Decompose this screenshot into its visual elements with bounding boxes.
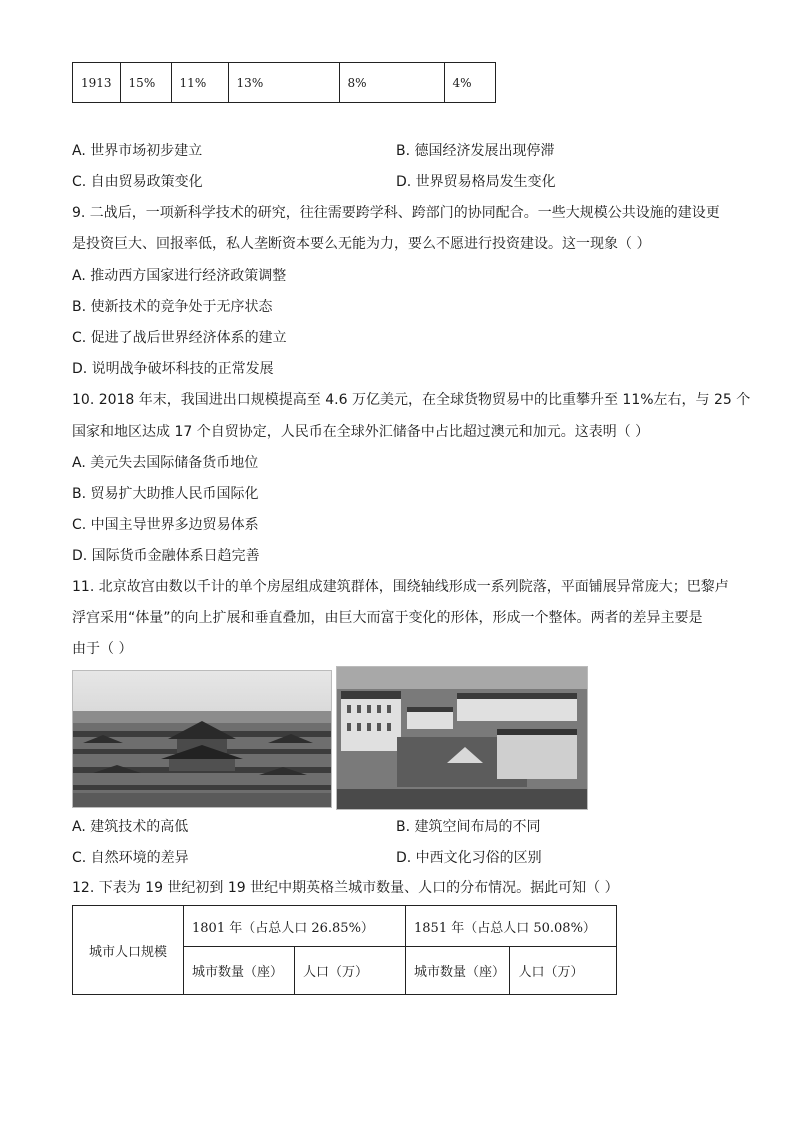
option-b: B. 建筑空间布局的不同 <box>396 819 541 835</box>
city-population-table <box>72 905 617 995</box>
table-row <box>73 906 617 947</box>
louvre-photo <box>336 666 588 810</box>
option-a: A. 美元失去国际储备货币地位 <box>72 455 259 471</box>
table-cell: 11% <box>171 63 228 103</box>
option-a: A. 建筑技术的高低 <box>72 819 189 835</box>
option-c: C. 促进了战后世界经济体系的建立 <box>72 330 287 346</box>
option-c: C. 自然环境的差异 <box>72 850 189 866</box>
option-c: C. 中国主导世界多边贸易体系 <box>72 517 259 533</box>
option-c: C. 自由贸易政策变化 <box>72 174 203 190</box>
table-cell: 4% <box>444 63 495 103</box>
option-a: A. 世界市场初步建立 <box>72 143 203 159</box>
option-b: B. 德国经济发展出现停滞 <box>396 143 555 159</box>
forbidden-city-photo <box>72 670 332 808</box>
option-d: D. 国际货币金融体系日趋完善 <box>72 548 260 564</box>
question-stem: 国家和地区达成 17 个自贸协定，人民币在全球外汇储备中占比超过澳元和加元。这表明（ ） <box>72 424 650 440</box>
question-stem: 11. 北京故宫由数以千计的单个房屋组成建筑群体，围绕轴线形成一系列院落，平面铺展异常庞大；巴黎卢 <box>72 579 729 595</box>
option-d: D. 中西文化习俗的区别 <box>396 850 542 866</box>
question-stem: 由于（ ） <box>72 641 133 657</box>
option-b: B. 贸易扩大助推人民币国际化 <box>72 486 259 502</box>
option-d: D. 说明战争破坏科技的正常发展 <box>72 361 274 377</box>
table-header: 人口（万） <box>295 947 406 995</box>
table-header: 1801 年（占总人口 26.85%） <box>184 906 406 947</box>
question-stem: 12. 下表为 19 世纪初到 19 世纪中期英格兰城市数量、人口的分布情况。据此可知（ ） <box>72 880 619 896</box>
table-header: 1851 年（占总人口 50.08%） <box>406 906 617 947</box>
table-header: 人口（万） <box>510 947 617 995</box>
table-cell: 1913 <box>73 63 121 103</box>
option-a: A. 推动西方国家进行经济政策调整 <box>72 268 287 284</box>
option-b: B. 使新技术的竞争处于无序状态 <box>72 299 273 315</box>
question-stem: 9. 二战后，一项新科学技术的研究，往往需要跨学科、跨部门的协同配合。一些大规模公共设施的建设更 <box>72 205 720 221</box>
table-header: 城市数量（座） <box>406 947 510 995</box>
table-cell: 15% <box>120 63 171 103</box>
question-stem: 10. 2018 年末，我国进出口规模提高至 4.6 万亿美元，在全球货物贸易中的比重攀升至 11%左右，与 25 个 <box>72 392 751 408</box>
question-stem: 浮宫采用“体量”的向上扩展和垂直叠加，由巨大而富于变化的形体，形成一个整体。两者的差异主要是 <box>72 610 703 626</box>
table-cell: 13% <box>228 63 339 103</box>
table-cell: 8% <box>339 63 444 103</box>
option-d: D. 世界贸易格局发生变化 <box>396 174 556 190</box>
table-row-header: 城市人口规模 <box>73 906 184 995</box>
table-header: 城市数量（座） <box>184 947 295 995</box>
table-row <box>73 63 496 103</box>
question-stem: 是投资巨大、回报率低，私人垄断资本要么无能为力，要么不愿进行投资建设。这一现象（ ） <box>72 236 651 252</box>
trade-share-table <box>72 62 496 103</box>
